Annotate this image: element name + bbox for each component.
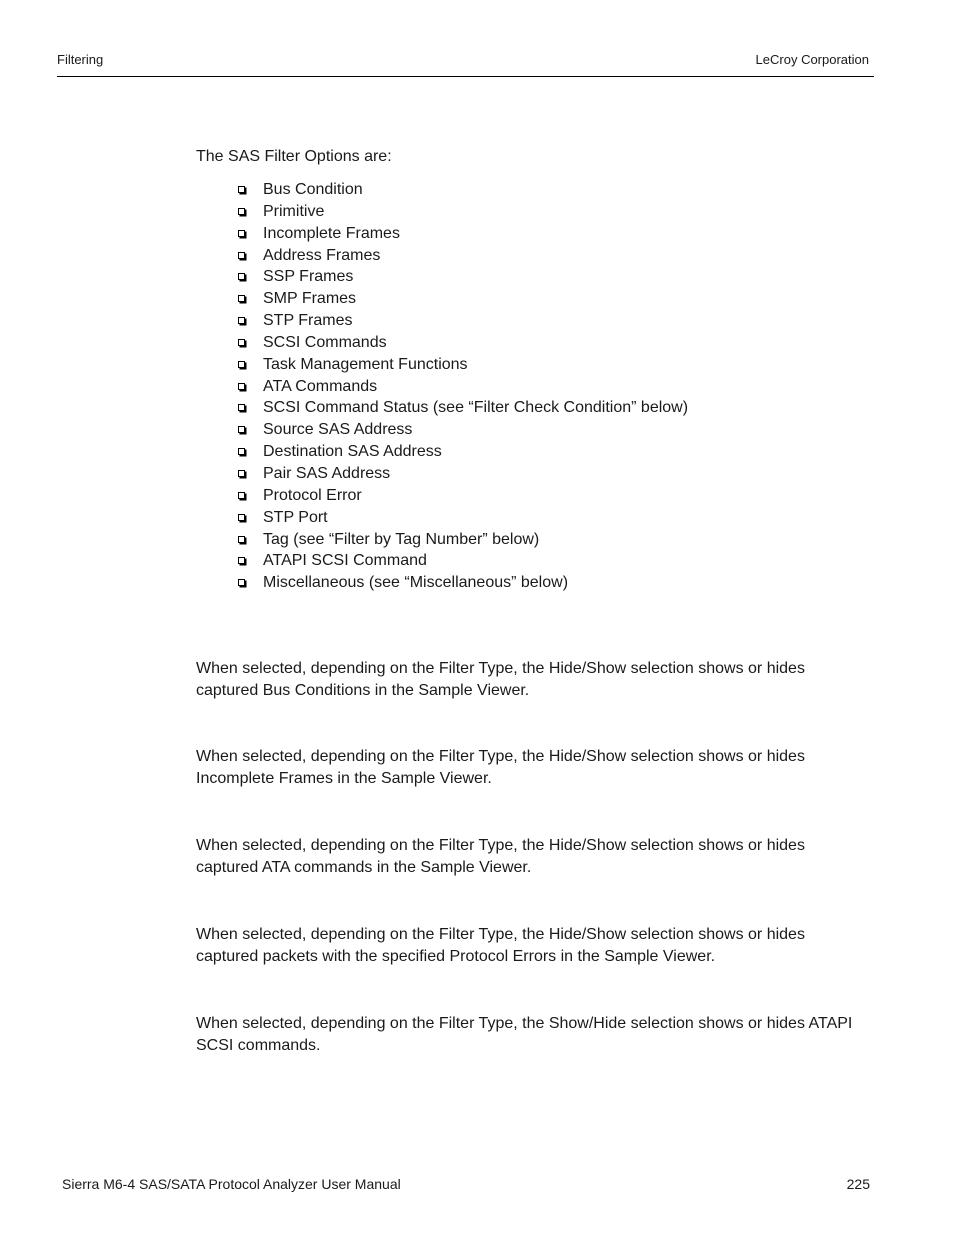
protocol-error-description: When selected, depending on the Filter Type, the Hide/Show selection shows or hides captured packets with the specified Protocol Errors in the Sample Viewer.	[196, 926, 805, 965]
atapi-scsi-command-description: When selected, depending on the Filter Type, the Show/Hide selection shows or hides ATAPI SCSI commands.	[196, 1015, 853, 1054]
list-item-label: SSP Frames	[263, 268, 354, 286]
list-item	[236, 485, 688, 507]
list-item	[236, 245, 688, 267]
list-item-label: ATAPI SCSI Command	[263, 552, 427, 570]
list-item	[236, 354, 688, 376]
list-item-label: Protocol Error	[263, 486, 362, 504]
list-item-label: Task Management Functions	[263, 355, 468, 373]
list-item	[236, 572, 688, 594]
page-header	[57, 52, 874, 77]
list-item	[236, 529, 688, 551]
list-item	[236, 463, 688, 485]
checkbox-bullet-icon	[238, 536, 245, 543]
header-section-title: Filtering	[57, 52, 104, 67]
checkbox-bullet-icon	[238, 557, 245, 564]
list-item-label: Pair SAS Address	[263, 464, 391, 482]
list-item-label: Miscellaneous (see “Miscellaneous” below)	[263, 574, 569, 592]
checkbox-bullet-icon	[238, 295, 245, 302]
checkbox-bullet-icon	[238, 579, 245, 586]
footer-page-number: 225	[846, 1176, 870, 1192]
list-item-label: STP Frames	[263, 312, 353, 330]
checkbox-bullet-icon	[238, 186, 245, 193]
list-item-label: Source SAS Address	[263, 421, 413, 439]
list-item-label: SCSI Commands	[263, 333, 387, 351]
list-item	[236, 179, 688, 201]
incomplete-frames-description: When selected, depending on the Filter Type, the Hide/Show selection shows or hides Incomplete Frames in the Sample Viewer.	[196, 748, 805, 787]
list-item	[236, 550, 688, 572]
checkbox-bullet-icon	[238, 426, 245, 433]
list-item-label: Incomplete Frames	[263, 224, 400, 242]
list-item	[236, 266, 688, 288]
header-company: LeCroy Corporation	[755, 52, 869, 67]
checkbox-bullet-icon	[238, 383, 245, 390]
list-item	[236, 376, 688, 398]
checkbox-bullet-icon	[238, 448, 245, 455]
checkbox-bullet-icon	[238, 470, 245, 477]
list-item-label: Tag (see “Filter by Tag Number” below)	[263, 530, 540, 548]
list-item	[236, 223, 688, 245]
checkbox-bullet-icon	[238, 208, 245, 215]
checkbox-bullet-icon	[238, 492, 245, 499]
filter-options-intro: The SAS Filter Options are:	[196, 148, 392, 165]
checkbox-bullet-icon	[238, 273, 245, 280]
list-item	[236, 288, 688, 310]
checkbox-bullet-icon	[238, 317, 245, 324]
list-item-label: Bus Condition	[263, 181, 363, 198]
checkbox-bullet-icon	[238, 230, 245, 237]
list-item	[236, 201, 688, 223]
list-item-label: STP Port	[263, 508, 328, 526]
list-item	[236, 310, 688, 332]
list-item-label: Primitive	[263, 202, 325, 220]
footer-manual-title: Sierra M6-4 SAS/SATA Protocol Analyzer User Manual	[62, 1176, 401, 1192]
bus-condition-description: When selected, depending on the Filter Type, the Hide/Show selection shows or hides captured Bus Conditions in the Sample Viewer.	[196, 660, 805, 699]
list-item-label: SCSI Command Status (see “Filter Check Condition” below)	[263, 399, 689, 417]
list-item	[236, 397, 688, 419]
checkbox-bullet-icon	[238, 252, 245, 259]
checkbox-bullet-icon	[238, 404, 245, 411]
ata-commands-description: When selected, depending on the Filter Type, the Hide/Show selection shows or hides captured ATA commands in the Sample Viewer.	[196, 837, 805, 876]
list-item-label: Address Frames	[263, 246, 381, 264]
list-item	[236, 441, 688, 463]
list-item	[236, 507, 688, 529]
checkbox-bullet-icon	[238, 514, 245, 521]
list-item-label: Destination SAS Address	[263, 443, 442, 461]
list-item	[236, 332, 688, 354]
list-item	[236, 419, 688, 441]
checkbox-bullet-icon	[238, 339, 245, 346]
filter-options-list	[236, 179, 688, 594]
list-item-label: SMP Frames	[263, 290, 357, 308]
checkbox-bullet-icon	[238, 361, 245, 368]
list-item-label: ATA Commands	[263, 377, 378, 395]
